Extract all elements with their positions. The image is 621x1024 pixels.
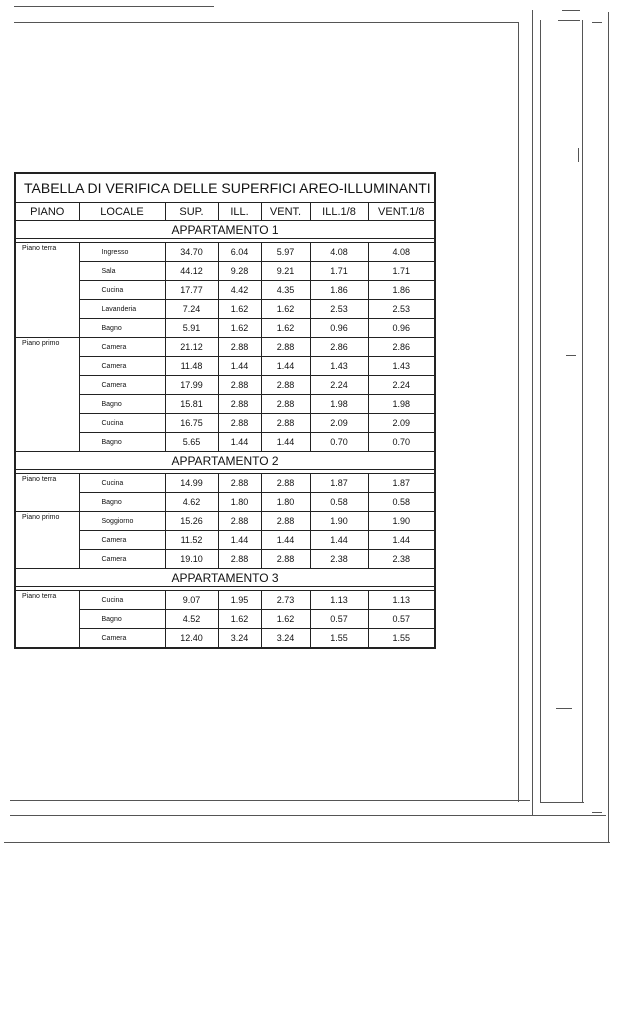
cell-ill-1-8: 1.13 xyxy=(310,591,368,610)
top-frame-line xyxy=(14,22,519,23)
cell-ill-1-8: 0.70 xyxy=(310,433,368,452)
room-name: Camera xyxy=(79,338,165,357)
apartment-header-row xyxy=(15,569,435,587)
cell-sup: 44.12 xyxy=(165,262,218,281)
header-ill: ILL. xyxy=(218,203,261,221)
room-name: Camera xyxy=(79,357,165,376)
apartment-name: APPARTAMENTO 1 xyxy=(15,221,435,239)
floor-label: Piano primo xyxy=(15,338,79,452)
cell-vent-1-8: 1.90 xyxy=(368,512,435,531)
cell-ill: 2.88 xyxy=(218,512,261,531)
header-ill-1-8: ILL.1/8 xyxy=(310,203,368,221)
cell-vent-1-8: 2.86 xyxy=(368,338,435,357)
table-row xyxy=(15,512,435,531)
cell-sup: 16.75 xyxy=(165,414,218,433)
cell-ill: 2.88 xyxy=(218,474,261,493)
far-right-line xyxy=(608,12,609,842)
tick-mark-7 xyxy=(592,812,602,813)
header-piano: PIANO xyxy=(15,203,79,221)
cell-sup: 14.99 xyxy=(165,474,218,493)
outer-right-line xyxy=(532,10,533,815)
room-name: Sala xyxy=(79,262,165,281)
cell-vent: 2.88 xyxy=(261,550,310,569)
cell-ill: 1.62 xyxy=(218,300,261,319)
cell-vent-1-8: 4.08 xyxy=(368,243,435,262)
cell-vent: 5.97 xyxy=(261,243,310,262)
floor-label: Piano terra xyxy=(15,474,79,512)
bottom-inner-line xyxy=(540,802,584,803)
cell-ill: 1.80 xyxy=(218,493,261,512)
cell-ill-1-8: 1.44 xyxy=(310,531,368,550)
page-edge-line xyxy=(4,842,610,843)
cell-vent: 1.44 xyxy=(261,433,310,452)
cell-vent-1-8: 1.87 xyxy=(368,474,435,493)
inner-right-line-b xyxy=(582,20,583,802)
cell-ill: 1.44 xyxy=(218,531,261,550)
cell-ill: 6.04 xyxy=(218,243,261,262)
cell-vent: 1.62 xyxy=(261,300,310,319)
room-name: Cucina xyxy=(79,474,165,493)
cell-vent-1-8: 2.09 xyxy=(368,414,435,433)
room-name: Bagno xyxy=(79,493,165,512)
cell-ill-1-8: 0.96 xyxy=(310,319,368,338)
cell-ill-1-8: 0.58 xyxy=(310,493,368,512)
tick-mark-6 xyxy=(556,708,572,709)
header-vent: VENT. xyxy=(261,203,310,221)
cell-ill-1-8: 2.38 xyxy=(310,550,368,569)
right-frame-line xyxy=(518,22,519,802)
cell-sup: 4.62 xyxy=(165,493,218,512)
header-vent-1-8: VENT.1/8 xyxy=(368,203,435,221)
cell-vent: 2.88 xyxy=(261,414,310,433)
cell-sup: 12.40 xyxy=(165,629,218,649)
cell-sup: 11.52 xyxy=(165,531,218,550)
cell-vent-1-8: 1.43 xyxy=(368,357,435,376)
cell-vent: 9.21 xyxy=(261,262,310,281)
room-name: Soggiorno xyxy=(79,512,165,531)
cell-ill: 1.44 xyxy=(218,357,261,376)
cell-ill-1-8: 4.08 xyxy=(310,243,368,262)
apartment-name: APPARTAMENTO 3 xyxy=(15,569,435,587)
cell-ill: 1.95 xyxy=(218,591,261,610)
cell-sup: 19.10 xyxy=(165,550,218,569)
cell-ill: 2.88 xyxy=(218,414,261,433)
verification-table xyxy=(14,172,436,649)
cell-sup: 21.12 xyxy=(165,338,218,357)
cell-sup: 4.52 xyxy=(165,610,218,629)
cell-ill-1-8: 2.86 xyxy=(310,338,368,357)
cell-ill: 9.28 xyxy=(218,262,261,281)
room-name: Bagno xyxy=(79,433,165,452)
cell-vent: 4.35 xyxy=(261,281,310,300)
cell-sup: 11.48 xyxy=(165,357,218,376)
tick-mark-4 xyxy=(578,148,579,162)
cell-vent: 1.44 xyxy=(261,357,310,376)
room-name: Camera xyxy=(79,550,165,569)
header-locale: LOCALE xyxy=(79,203,165,221)
cell-ill-1-8: 0.57 xyxy=(310,610,368,629)
tick-mark-2 xyxy=(558,20,580,21)
cell-sup: 9.07 xyxy=(165,591,218,610)
room-name: Camera xyxy=(79,629,165,649)
room-name: Lavanderia xyxy=(79,300,165,319)
cell-ill-1-8: 1.86 xyxy=(310,281,368,300)
table-row xyxy=(15,243,435,262)
room-name: Ingresso xyxy=(79,243,165,262)
apartment-name: APPARTAMENTO 2 xyxy=(15,452,435,470)
cell-ill: 1.44 xyxy=(218,433,261,452)
cell-vent-1-8: 1.98 xyxy=(368,395,435,414)
cell-sup: 34.70 xyxy=(165,243,218,262)
table-row xyxy=(15,338,435,357)
table-body xyxy=(15,221,435,649)
cell-vent-1-8: 1.44 xyxy=(368,531,435,550)
cell-sup: 15.81 xyxy=(165,395,218,414)
cell-ill-1-8: 1.43 xyxy=(310,357,368,376)
tick-mark-3 xyxy=(592,22,602,23)
cell-vent-1-8: 0.70 xyxy=(368,433,435,452)
room-name: Bagno xyxy=(79,319,165,338)
cell-ill: 2.88 xyxy=(218,338,261,357)
cell-vent: 1.44 xyxy=(261,531,310,550)
cell-sup: 5.65 xyxy=(165,433,218,452)
cell-vent-1-8: 1.55 xyxy=(368,629,435,649)
cell-vent: 2.88 xyxy=(261,395,310,414)
room-name: Bagno xyxy=(79,395,165,414)
cell-ill-1-8: 1.90 xyxy=(310,512,368,531)
cell-sup: 7.24 xyxy=(165,300,218,319)
bottom-outer-line xyxy=(10,815,606,816)
cell-ill-1-8: 1.71 xyxy=(310,262,368,281)
cell-vent: 1.62 xyxy=(261,319,310,338)
cell-vent-1-8: 0.58 xyxy=(368,493,435,512)
table-title: TABELLA DI VERIFICA DELLE SUPERFICI AREO-ILLUMINANTI xyxy=(15,173,435,203)
cell-sup: 15.26 xyxy=(165,512,218,531)
cell-vent-1-8: 0.96 xyxy=(368,319,435,338)
room-name: Cucina xyxy=(79,591,165,610)
cell-ill: 1.62 xyxy=(218,319,261,338)
tick-mark-5 xyxy=(566,355,576,356)
cell-vent: 2.88 xyxy=(261,338,310,357)
cell-vent-1-8: 2.53 xyxy=(368,300,435,319)
room-name: Cucina xyxy=(79,281,165,300)
cell-vent: 2.73 xyxy=(261,591,310,610)
floor-label: Piano terra xyxy=(15,591,79,649)
floor-label: Piano primo xyxy=(15,512,79,569)
apartment-header-row xyxy=(15,221,435,239)
cell-ill-1-8: 1.55 xyxy=(310,629,368,649)
cell-vent-1-8: 2.38 xyxy=(368,550,435,569)
cell-ill-1-8: 2.24 xyxy=(310,376,368,395)
cell-sup: 17.77 xyxy=(165,281,218,300)
top-edge-line xyxy=(14,6,214,7)
cell-sup: 5.91 xyxy=(165,319,218,338)
room-name: Cucina xyxy=(79,414,165,433)
room-name: Camera xyxy=(79,531,165,550)
cell-vent-1-8: 1.71 xyxy=(368,262,435,281)
cell-ill: 2.88 xyxy=(218,550,261,569)
tick-mark-1 xyxy=(562,10,580,11)
cell-ill: 2.88 xyxy=(218,376,261,395)
cell-ill: 2.88 xyxy=(218,395,261,414)
floor-label: Piano terra xyxy=(15,243,79,338)
bottom-frame-line xyxy=(10,800,530,801)
cell-vent: 3.24 xyxy=(261,629,310,649)
header-sup: SUP. xyxy=(165,203,218,221)
cell-ill: 1.62 xyxy=(218,610,261,629)
cell-vent-1-8: 0.57 xyxy=(368,610,435,629)
cell-vent: 1.80 xyxy=(261,493,310,512)
cell-vent: 2.88 xyxy=(261,376,310,395)
room-name: Bagno xyxy=(79,610,165,629)
room-name: Camera xyxy=(79,376,165,395)
table-row xyxy=(15,474,435,493)
cell-ill-1-8: 1.98 xyxy=(310,395,368,414)
cell-vent-1-8: 2.24 xyxy=(368,376,435,395)
cell-vent: 2.88 xyxy=(261,474,310,493)
cell-vent-1-8: 1.13 xyxy=(368,591,435,610)
cell-ill: 3.24 xyxy=(218,629,261,649)
apartment-header-row xyxy=(15,452,435,470)
cell-ill-1-8: 1.87 xyxy=(310,474,368,493)
cell-vent-1-8: 1.86 xyxy=(368,281,435,300)
cell-ill-1-8: 2.09 xyxy=(310,414,368,433)
cell-ill: 4.42 xyxy=(218,281,261,300)
cell-vent: 1.62 xyxy=(261,610,310,629)
inner-right-line-a xyxy=(540,20,541,802)
cell-ill-1-8: 2.53 xyxy=(310,300,368,319)
cell-vent: 2.88 xyxy=(261,512,310,531)
table-row xyxy=(15,591,435,610)
cell-sup: 17.99 xyxy=(165,376,218,395)
